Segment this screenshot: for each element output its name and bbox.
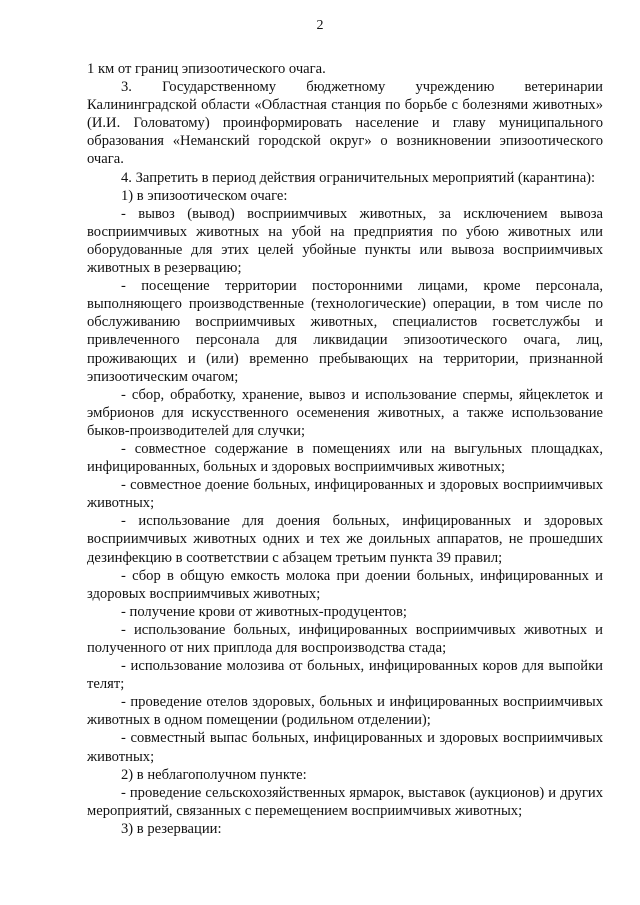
subsection-heading: 2) в неблагополучном пункте: [121,766,307,783]
document-body [87,60,603,838]
subsection-heading: 1) в эпизоотическом очаге: [121,187,288,204]
list-item: - совместное доение больных, инфицированных и здоровых восприимчивых животных; [87,477,603,512]
list-item: - совместный выпас больных, инфицированных и здоровых восприимчивых животных; [87,730,603,765]
page-number: 2 [316,18,324,33]
list-item: - проведение отелов здоровых, больных и инфицированных восприимчивых животных в одном помещении (родильном отделении); [87,694,603,729]
list-item: - использование для доения больных, инфицированных и здоровых восприимчивых животных одних и тех же доильных аппаратов, не прошедших дезинфекцию в соответствии с абзацем третьим пункта 39 правил; [87,513,603,566]
subsection-heading: 3) в резервации: [121,820,222,837]
paragraph: 3. Государственному бюджетному учреждению ветеринарии Калининградской области «Областная станция по борьбе с болезнями животных» (И.И. Головатому) проинформировать население и главу муниципального образования «Неманский городской округ» о возникновении эпизоотического очага. [87,79,603,168]
paragraph: 4. Запретить в период действия ограничительных мероприятий (карантина): [121,169,596,186]
list-item: - использование молозива от больных, инфицированных коров для выпойки телят; [87,658,603,693]
list-item: - проведение сельскохозяйственных ярмарок, выставок (аукционов) и других мероприятий, связанных с перемещением восприимчивых животных; [87,784,603,819]
list-item: - использование больных, инфицированных восприимчивых животных и полученного от них приплода для воспроизводства стада; [87,621,603,656]
list-item: - совместное содержание в помещениях или на выгульных площадках, инфицированных, больных и здоровых восприимчивых животных; [87,440,603,476]
paragraph: 1 км от границ эпизоотического очага. [87,61,326,77]
list-item: - получение крови от животных-продуцентов; [121,603,407,620]
list-item: - сбор, обработку, хранение, вывоз и использование спермы, яйцеклеток и эмбрионов для искусственного осеменения животных, а также использование быков-производителей для случки; [87,386,603,439]
list-item: - сбор в общую емкость молока при доении больных, инфицированных и здоровых восприимчивых животных; [87,567,603,602]
list-item: - вывоз (вывод) восприимчивых животных, за исключением вывоза восприимчивых животных на убой на предприятия по убою животных или оборудованные для этих целей убойные пункты или вывоза восприимчивых животных в резервацию; [87,205,603,277]
list-item: - посещение территории посторонними лицами, кроме персонала, выполняющего производственные (технологические) операции, в том числе по обслуживанию восприимчивых животных, специалистов госветслужбы и привлеченного персонала для ликвидации эпизоотического очага, лиц, проживающих и (или) временно пребывающих на территории, признанной эпизоотическим очагом; [87,278,603,385]
